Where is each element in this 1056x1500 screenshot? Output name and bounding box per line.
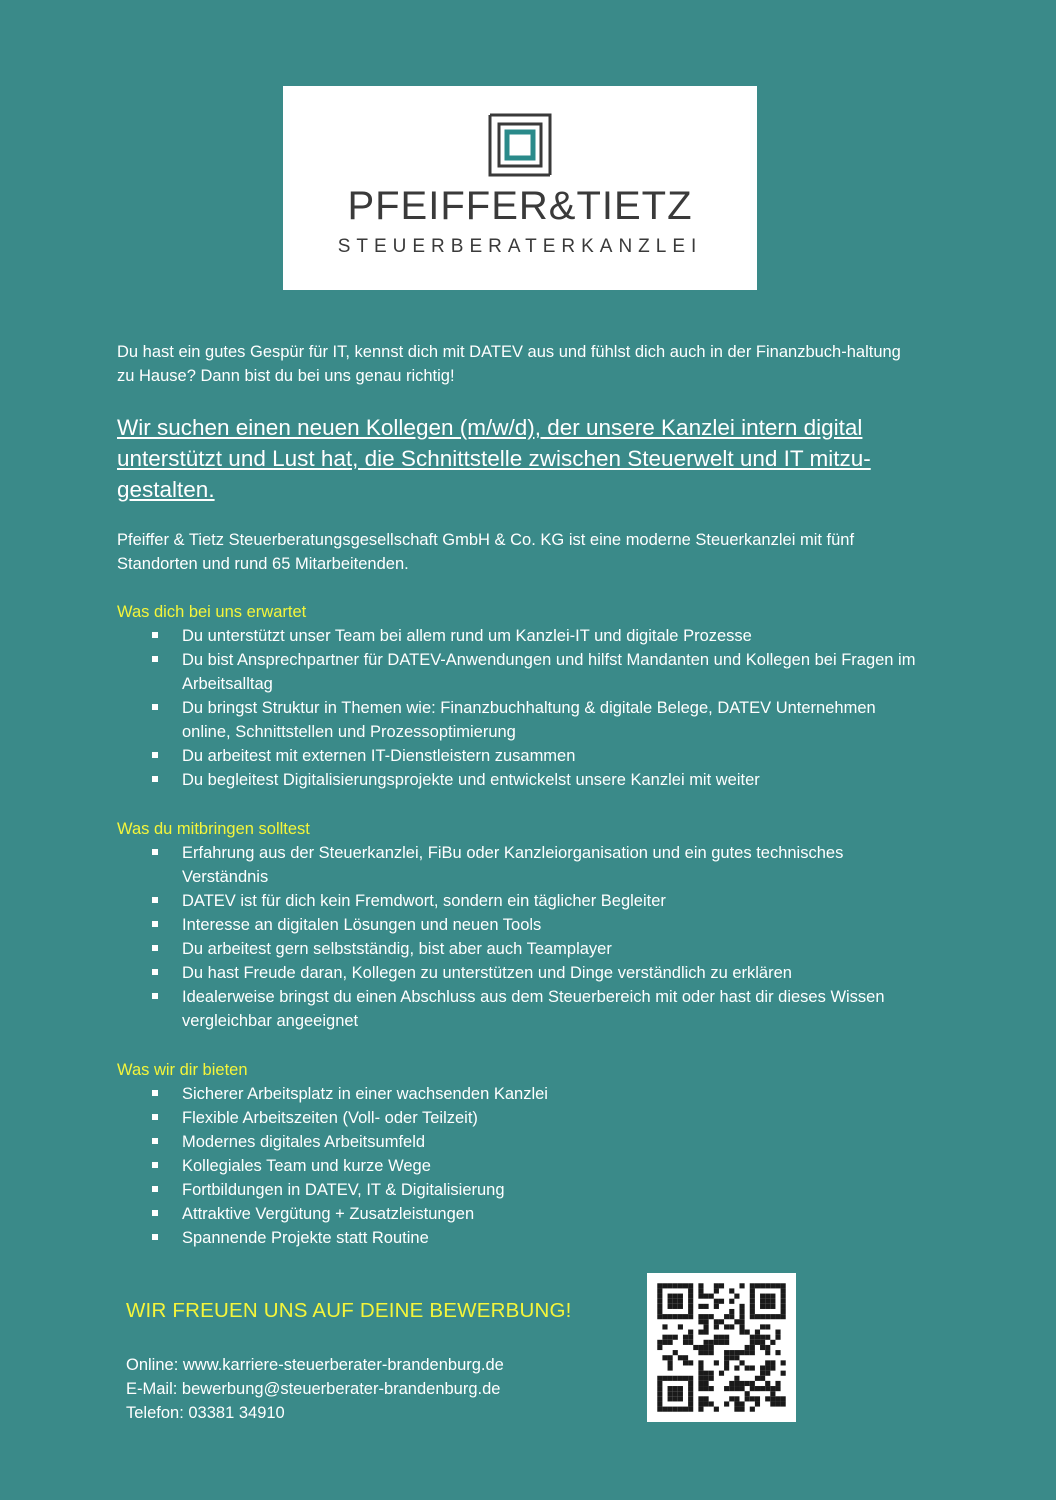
list-item: Du arbeitest gern selbstständig, bist aber auch Teamplayer xyxy=(117,937,917,961)
list-item: Fortbildungen in DATEV, IT & Digitalisierung xyxy=(117,1178,917,1202)
company-logo xyxy=(283,86,757,290)
contact-block xyxy=(126,1353,504,1425)
bullet-icon xyxy=(152,969,158,975)
bullet-icon xyxy=(152,1138,158,1144)
bullet-icon xyxy=(152,1114,158,1120)
job-headline: Wir suchen einen neuen Kollegen (m/w/d), der unsere Kanzlei intern digital unterstützt und Lust hat, die Schnittstelle zwischen Steuerwelt und IT mitzu-gestalten. xyxy=(117,415,871,502)
list-item: Idealerweise bringst du einen Abschluss aus dem Steuerbereich mit oder hast dir dieses Wissen vergleichbar angeeignet xyxy=(117,985,917,1033)
qr-code-graphic xyxy=(647,1273,796,1422)
list-item: Interesse an digitalen Lösungen und neuen Tools xyxy=(117,913,917,937)
call-to-action: WIR FREUEN UNS AUF DEINE BEWERBUNG! xyxy=(126,1299,572,1322)
section-requirements xyxy=(117,817,917,1033)
contact-email-link[interactable]: E-Mail: bewerbung@steuerberater-brandenburg.de xyxy=(126,1380,501,1398)
company-description: Pfeiffer & Tietz Steuerberatungsgesellschaft GmbH & Co. KG ist eine moderne Steuerkanzlei mit fünf Standorten und rund 65 Mitarbeitenden. xyxy=(117,531,855,573)
bullet-icon xyxy=(152,1090,158,1096)
list-item: Sicherer Arbeitsplatz in einer wachsenden Kanzlei xyxy=(117,1082,917,1106)
logo-company-name: PFEIFFER&TIETZ xyxy=(347,184,693,228)
section-benefits xyxy=(117,1058,917,1250)
bullet-icon xyxy=(152,752,158,758)
section-title: Was wir dir bieten xyxy=(117,1061,248,1079)
list-item: Spannende Projekte statt Routine xyxy=(117,1226,917,1250)
list-item: Flexible Arbeitszeiten (Voll- oder Teilzeit) xyxy=(117,1106,917,1130)
bullet-icon xyxy=(152,849,158,855)
list-item: Du arbeitest mit externen IT-Dienstleistern zusammen xyxy=(117,744,917,768)
list-item: Du bist Ansprechpartner für DATEV-Anwendungen und hilfst Mandanten und Kollegen bei Fragen im Arbeitsalltag xyxy=(117,648,917,696)
logo-subtitle: STEUERBERATERKANZLEI xyxy=(337,236,703,257)
bullet-icon xyxy=(152,993,158,999)
list-item: Du begleitest Digitalisierungsprojekte und entwickelst unsere Kanzlei mit weiter xyxy=(117,768,917,792)
list-item: Modernes digitales Arbeitsumfeld xyxy=(117,1130,917,1154)
qr-code-icon[interactable] xyxy=(647,1273,796,1422)
bullet-icon xyxy=(152,897,158,903)
list-item: Du unterstützt unser Team bei allem rund um Kanzlei-IT und digitale Prozesse xyxy=(117,624,917,648)
list-item: Du bringst Struktur in Themen wie: Finanzbuchhaltung & digitale Belege, DATEV Unternehmen online, Schnittstellen und Prozessoptimierung xyxy=(117,696,917,744)
list-item: DATEV ist für dich kein Fremdwort, sondern ein täglicher Begleiter xyxy=(117,889,917,913)
list-item: Erfahrung aus der Steuerkanzlei, FiBu oder Kanzleiorganisation und ein gutes technisches Verständnis xyxy=(117,841,917,889)
bullet-icon xyxy=(152,1162,158,1168)
section-title: Was dich bei uns erwartet xyxy=(117,603,307,621)
list-item: Attraktive Vergütung + Zusatzleistungen xyxy=(117,1202,917,1226)
bullet-icon xyxy=(152,656,158,662)
bullet-icon xyxy=(152,776,158,782)
bullet-icon xyxy=(152,1210,158,1216)
section-title: Was du mitbringen solltest xyxy=(117,820,310,838)
logo-square-icon xyxy=(487,112,553,178)
bullet-icon xyxy=(152,921,158,927)
bullet-icon xyxy=(152,704,158,710)
list-item: Kollegiales Team und kurze Wege xyxy=(117,1154,917,1178)
contact-phone: Telefon: 03381 34910 xyxy=(126,1404,285,1422)
list-item: Du hast Freude daran, Kollegen zu unterstützen und Dinge verständlich zu erklären xyxy=(117,961,917,985)
bullet-icon xyxy=(152,1186,158,1192)
bullet-icon xyxy=(152,632,158,638)
intro-text: Du hast ein gutes Gespür für IT, kennst dich mit DATEV aus und fühlst dich auch in der Finanzbuch-haltung zu Hause? Dann bist du bei uns genau richtig! xyxy=(117,343,901,385)
section-expectations xyxy=(117,600,917,792)
bullet-icon xyxy=(152,945,158,951)
bullet-icon xyxy=(152,1234,158,1240)
contact-online-link[interactable]: Online: www.karriere-steuerberater-brandenburg.de xyxy=(126,1356,504,1374)
